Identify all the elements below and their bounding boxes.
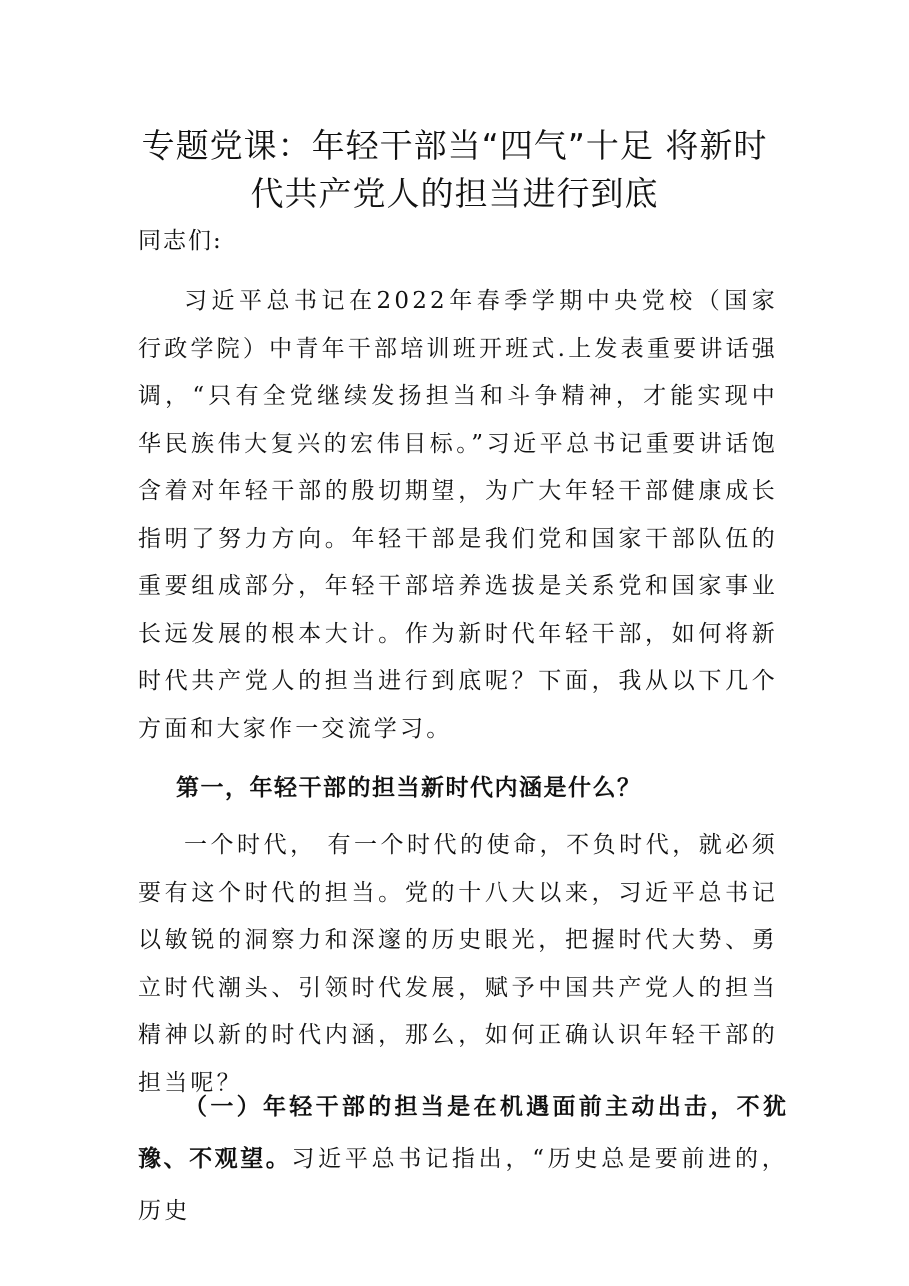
document-title-line-1: 专题党课：年轻干部当“四气”十足 将新时	[141, 126, 768, 165]
paragraph-intro: 习近平总书记在2022年春季学期中央党校（国家行政学院）中青年干部培训班开班式.上发表重要讲话强调，“只有全党继续发扬担当和斗争精神，才能实现中华民族伟大复兴的宏伟目标。”习近平总书记重要讲话饱含着对年轻干部的殷切期望，为广大年轻干部健康成长指明了努力方向。年轻干部是我们党和国家干部队伍的重要组成部分，年轻干部培养选拔是关系党和国家事业长远发展的根本大计。作为新时代年轻干部，如何将新时代共产党人的担当进行到底呢？下面，我从以下几个方面和大家作一交流学习。	[138, 288, 778, 742]
subsection-1-heading: （一）年轻干部的担当是在机遇面前主动出击，不犹豫、不观望。	[138, 1094, 788, 1172]
paragraph-subsection-1	[138, 1081, 788, 1237]
paragraph-era-mission: 一个时代， 有一个时代的使命，不负时代，就必须要有这个时代的担当。党的十八大以来，习近平总书记以敏锐的洞察力和深邃的历史眼光，把握时代大势、勇立时代潮头、引领时代发展，赋予中国共产党人的担当精神以新的时代内涵，那么，如何正确认识年轻干部的担当呢？	[138, 832, 778, 1096]
salutation: 同志们:	[138, 228, 223, 254]
document-title-line-2: 代共产党人的担当进行到底	[250, 174, 659, 213]
subsection-1-text: 习近平总书记指出，“历史总是要前进的，历史	[138, 1146, 788, 1224]
section-heading-1: 第一，年轻干部的担当新时代内涵是什么？	[176, 775, 642, 801]
